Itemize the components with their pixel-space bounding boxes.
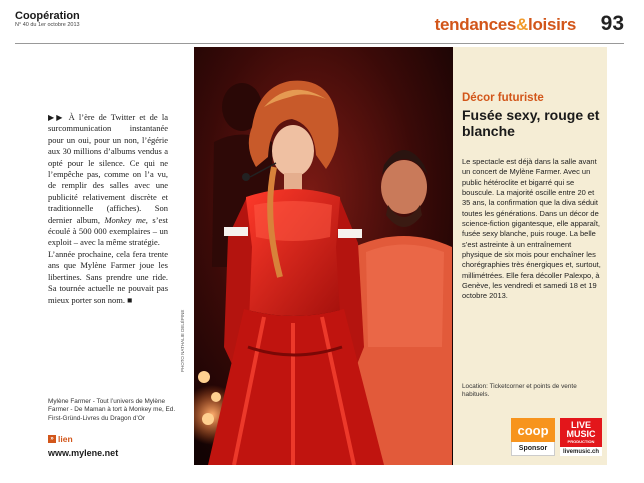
album-title: Monkey me	[104, 214, 146, 225]
photo-credit: PHOTO NATHALIE DELÉPINE	[180, 309, 185, 372]
right-kicker: Décor futuriste	[462, 92, 544, 104]
link-label	[48, 434, 73, 444]
left-text-1b: , s’est écoulé à 500 000 exemplaires – un exploit – avec la même stratégie.	[48, 214, 168, 248]
double-arrow-icon: ▶▶	[48, 113, 65, 122]
left-text-1: À l’ère de Twitter et de la surcommunication instantanée pour un oui, pour un non, l’égérie aux 30 millions d’albums vendus a opté pour le silence. Ce qui ne l’empêche pas, comme on l’a vu, de remplir des salles avec une publicité relativement discrète et traditionnelle (affiches). Son dernier album,	[48, 112, 168, 225]
header-rule	[15, 43, 624, 44]
link-arrow-icon: »	[48, 435, 56, 443]
coop-sponsor-logo	[511, 418, 555, 456]
page-number: 93	[600, 12, 624, 35]
right-headline: Fusée sexy, rouge et blanche	[462, 107, 600, 139]
left-article-body	[48, 112, 168, 306]
website-link[interactable]: www.mylene.net	[48, 448, 119, 458]
ticket-info: Location: Ticketcorner et points de vente habituels.	[462, 383, 577, 399]
coop-logo-bg	[511, 418, 555, 442]
section-part-2: loisirs	[528, 15, 576, 34]
section-part-1: tendances	[434, 15, 517, 34]
section-title	[435, 15, 576, 35]
end-mark: ■	[127, 294, 133, 305]
book-caption: Mylène Farmer - Tout l’univers de Mylène Farmer - De Maman à tort à Monkey me, Ed. First-Gründ-Livres du Dragon d’Or	[48, 398, 176, 422]
live-logo-bg	[560, 418, 602, 447]
left-paragraph-2	[48, 249, 168, 306]
live-logo-line2: MUSIC	[566, 429, 596, 439]
sponsor-label-bg	[511, 442, 555, 456]
coop-logo-text: coop	[517, 422, 549, 438]
sponsor-label: Sponsor	[518, 445, 548, 452]
live-logo-line1: LIVE	[570, 420, 591, 430]
concert-photo	[194, 47, 453, 465]
left-paragraph-1	[48, 112, 168, 249]
section-ampersand: &	[516, 15, 529, 34]
live-logo-line3: PRODUCTION	[567, 439, 595, 444]
concert-photo-illustration	[194, 47, 453, 465]
link-label-text: lien	[58, 434, 73, 444]
masthead-title: Coopération	[15, 10, 80, 22]
live-music-logo	[560, 418, 602, 456]
right-article-body: Le spectacle est déjà dans la salle avant un concert de Mylène Farmer. Avec un public hétéroclite et bigarré qui se bouscule. La majorité oscille entre 20 et 35 ans, la confirmation que la diva séduit toutes les générations. Dans un décor de science-fiction gigantesque, elle apparaît, fusée sexy blanche, puis rouge. La belle s’est astreinte à un entraînement physique de six mois pour enchaîner les chorégraphies très énergiques et, surtout, millimétrées. Elle fera décoller Palexpo, à Genève, les vendredi et samedi 18 et 19 octobre 2013.	[462, 157, 601, 301]
left-text-2: L’année prochaine, cela fera trente ans que Mylène Farmer joue les libertines. Sans prendre une ride. Sa tournée actuelle ne pouvait pas mieux porter son nom.	[48, 248, 168, 305]
live-url-bg	[560, 447, 602, 456]
issue-line: N° 40 du 1er octobre 2013	[15, 22, 80, 28]
live-logo-url: livemusic.ch	[562, 448, 600, 455]
